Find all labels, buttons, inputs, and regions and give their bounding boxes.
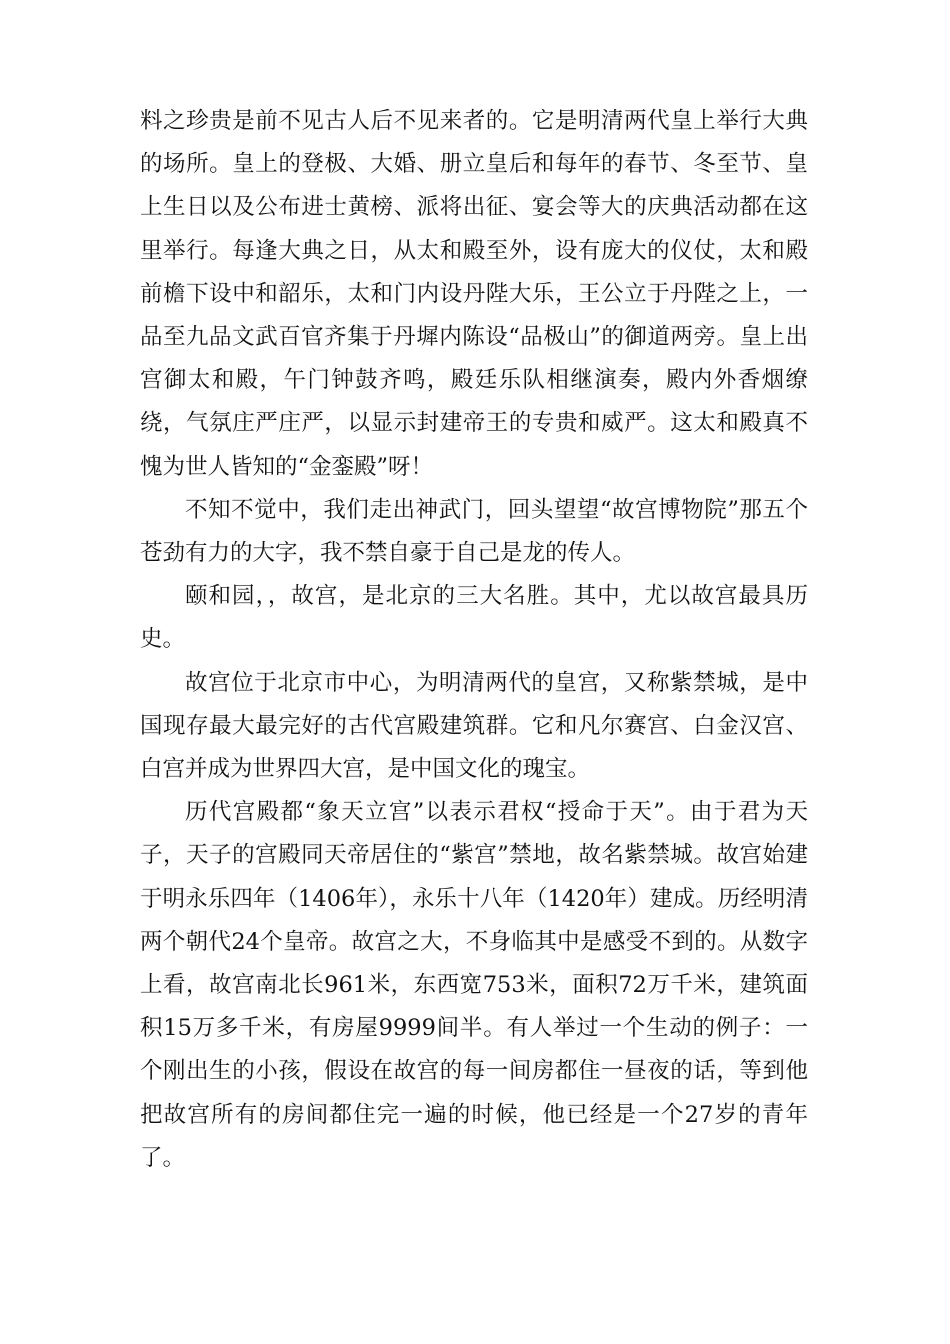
paragraph-4: 故宫位于北京市中心，为明清两代的皇宫，又称紫禁城，是中国现存最大最完好的古代宫殿建筑群。它和凡尔赛宫、白金汉宫、白宫并成为世界四大宫，是中国文化的瑰宝。: [140, 669, 808, 783]
paragraph-1: 料之珍贵是前不见古人后不见来者的。它是明清两代皇上举行大典的场所。皇上的登极、大婚、册立皇后和每年的春节、冬至节、皇上生日以及公布进士黄榜、派将出征、宴会等大的庆典活动都在这里举行。每逢大典之日，从太和殿至外，设有庞大的仪仗，太和殿前檐下设中和韶乐，太和门内设丹陛大乐，王公立于丹陛之上，一品至九品文武百官齐集于丹墀内陈设“品极山”的御道两旁。皇上出宫御太和殿，午门钟鼓齐鸣，殿廷乐队相继演奏，殿内外香烟缭绕，气氛庄严庄严，以显示封建帝王的专贵和威严。这太和殿真不愧为世人皆知的“金銮殿”呀！: [140, 108, 808, 480]
document-page: [140, 100, 808, 1180]
paragraph-2: 不知不觉中，我们走出神武门，回头望望“故宫博物院”那五个苍劲有力的大字，我不禁自豪于自己是龙的传人。: [140, 496, 808, 567]
paragraph-5: 历代宫殿都“象天立宫”以表示君权“授命于天”。由于君为天子，天子的宫殿同天帝居住的“紫宫”禁地，故名紫禁城。故宫始建于明永乐四年（1406年），永乐十八年（1420年）建成。历经明清两个朝代24个皇帝。故宫之大，不身临其中是感受不到的。从数字上看，故宫南北长961米，东西宽753米，面积72万千米，建筑面积15万多千米，有房屋9999间半。有人举过一个生动的例子：一个刚出生的小孩，假设在故宫的每一间房都住一昼夜的话，等到他把故宫所有的房间都住完一遍的时候，他已经是一个27岁的青年了。: [140, 799, 808, 1171]
paragraph-3: 颐和园，，故宫，是北京的三大名胜。其中，尤以故宫最具历史。: [140, 583, 808, 653]
